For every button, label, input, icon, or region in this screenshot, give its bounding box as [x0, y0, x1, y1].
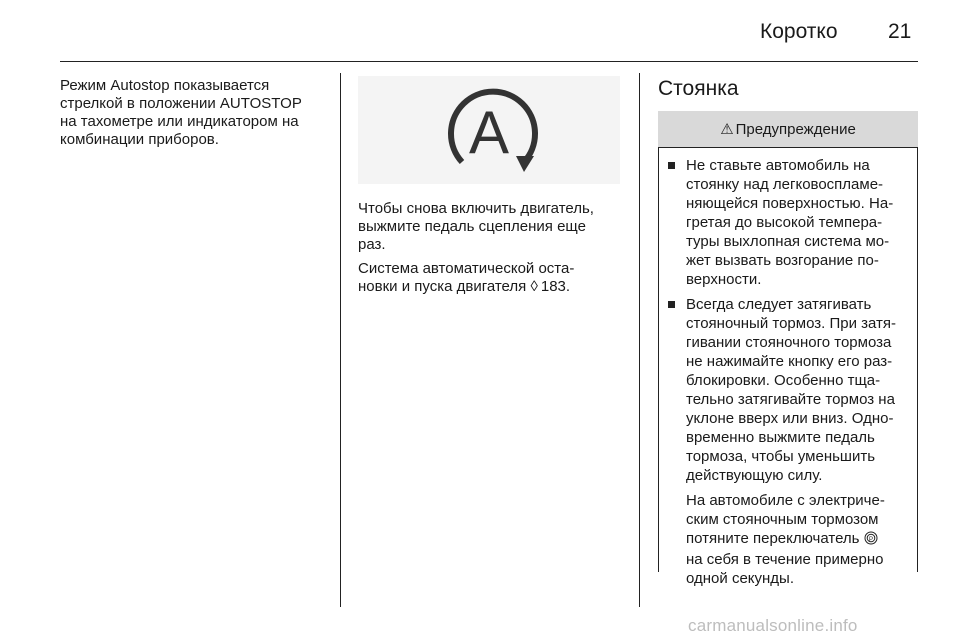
list-item: Не ставьте автомобиль на стоянку над легковоспламе- няющейся поверхностью. На- гретая до высокой темпера- туры выхлопная система мо- жет вызвать возгорание по- верхности.: [668, 156, 910, 289]
header-rule: [60, 61, 918, 62]
bullet-icon: [668, 162, 675, 169]
text-line: выжмите педаль сцепления еще: [358, 218, 586, 235]
column-divider-2: [639, 73, 640, 607]
autostop-indicator-icon: [358, 76, 620, 184]
autostop-word: AUTOSTOP: [219, 95, 302, 112]
warning-border-left: [658, 148, 659, 572]
page-header-title: Коротко: [760, 20, 838, 43]
page-number: 21: [888, 20, 912, 43]
text-line: Чтобы снова включить двигатель,: [358, 200, 594, 217]
section-title: Стоянка: [658, 77, 739, 100]
warning-list: [658, 148, 918, 485]
xref-page-link[interactable]: 183.: [540, 278, 571, 295]
paragraph-system-reference: [358, 260, 620, 296]
text-line: новки и пуска двигателя: [358, 278, 531, 295]
text-line: Система автоматической оста-: [358, 260, 575, 277]
autostop-letter: A: [468, 99, 510, 166]
parking-brake-icon: [864, 531, 878, 550]
text-line: раз.: [358, 236, 386, 253]
watermark: carmanualsonline.info: [688, 616, 858, 635]
warning-icon: ⚠: [720, 121, 734, 138]
text-line: комбинации приборов.: [60, 131, 219, 148]
text-line: на тахометре или индикатором на: [60, 113, 299, 130]
xref-icon: ◊: [530, 278, 538, 295]
warning-header: [658, 111, 918, 148]
text-line: Режим Autostop показывается: [60, 77, 270, 94]
warning-border-right: [917, 148, 918, 572]
warning-box: [658, 148, 918, 587]
autostop-description: [60, 77, 332, 149]
svg-text:P: P: [868, 536, 873, 543]
autostop-illustration: [358, 76, 620, 184]
list-item: Всегда следует затягивать стояночный тормоз. При затя- гивании стояночного тормоза не нажимайте кнопку его раз- блокировки. Особенно тща- тельно затягивайте тормоз на уклоне вверх или вниз. Одно- временно выжмите педаль тормоза, чтобы уменьшить действующую силу.: [668, 295, 910, 485]
restart-instructions: [358, 200, 620, 302]
warning-label: Предупреждение: [735, 120, 856, 138]
column-divider-1: [340, 73, 341, 607]
paragraph-restart: [358, 200, 620, 254]
bullet-icon: [668, 301, 675, 308]
text-line: стрелкой в положении AUTOSTOP: [60, 95, 302, 112]
electric-brake-note: На автомобиле с электриче- ским стояночным тормозом потяните переключатель P на себя в течение примерно одной секунды.: [686, 492, 885, 587]
